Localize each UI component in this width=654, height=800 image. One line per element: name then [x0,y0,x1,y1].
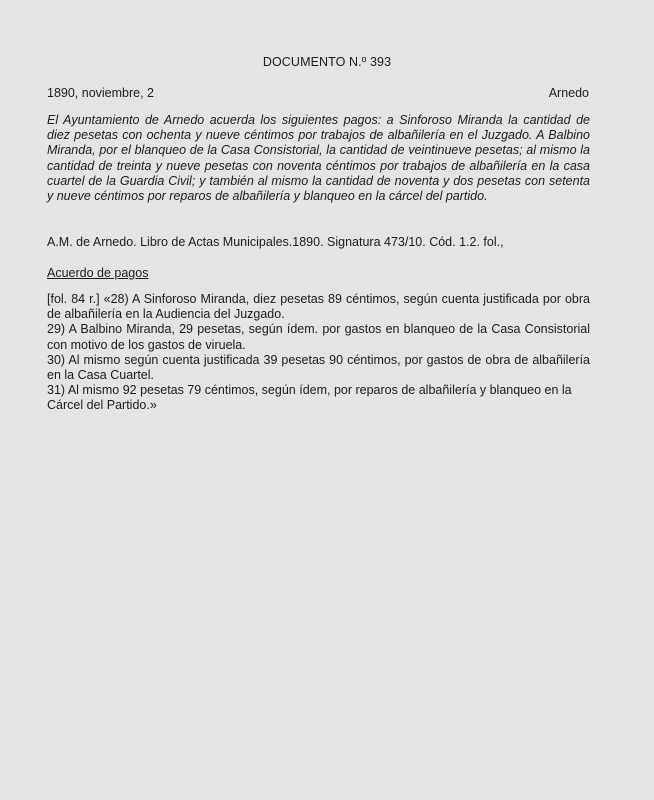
transcription-body [47,292,590,414]
document-summary: El Ayuntamiento de Arnedo acuerda los siguientes pagos: a Sinforoso Miranda la cantidad de diez pesetas con ochenta y nueve céntimos por trabajos de albañilería en el Juzgado. A Balbino Miranda, por el blanqueo de la Casa Consistorial, la cantidad de veintinueve pesetas; al mismo la cantidad de treinta y nueve pesetas con noventa céntimos por trabajos de albañilería en la casa cuartel de la Guardia Civil; y también al mismo la cantidad de noventa y dos pesetas con setenta y nueve céntimos por reparos de albañilería y blanqueo en la cárcel del partido. [47,113,590,204]
paragraph-item-28: [fol. 84 r.] «28) A Sinforoso Miranda, diez pesetas 89 céntimos, según cuenta justificada por obra de albañilería en la Audiencia del Juzgado. [47,292,590,322]
section-heading: Acuerdo de pagos [47,266,149,280]
archival-source: A.M. de Arnedo. Libro de Actas Municipales.1890. Signatura 473/10. Cód. 1.2. fol., [47,235,504,249]
document-date: 1890, noviembre, 2 [47,86,155,100]
document-title: DOCUMENTO N.º 393 [262,55,392,69]
document-place: Arnedo [548,86,589,100]
paragraph-item-31: 31) Al mismo 92 pesetas 79 céntimos, según ídem, por reparos de albañilería y blanqueo en la Cárcel del Partido.» [47,383,572,413]
paragraph-item-30: 30) Al mismo según cuenta justificada 39 pesetas 90 céntimos, por gastos de obra de albañilería en la Casa Cuartel. [47,352,590,383]
paragraph-item-29: 29) A Balbino Miranda, 29 pesetas, según ídem. por gastos en blanqueo de la Casa Consistorial con motivo de los gastos de viruela. [47,322,590,352]
